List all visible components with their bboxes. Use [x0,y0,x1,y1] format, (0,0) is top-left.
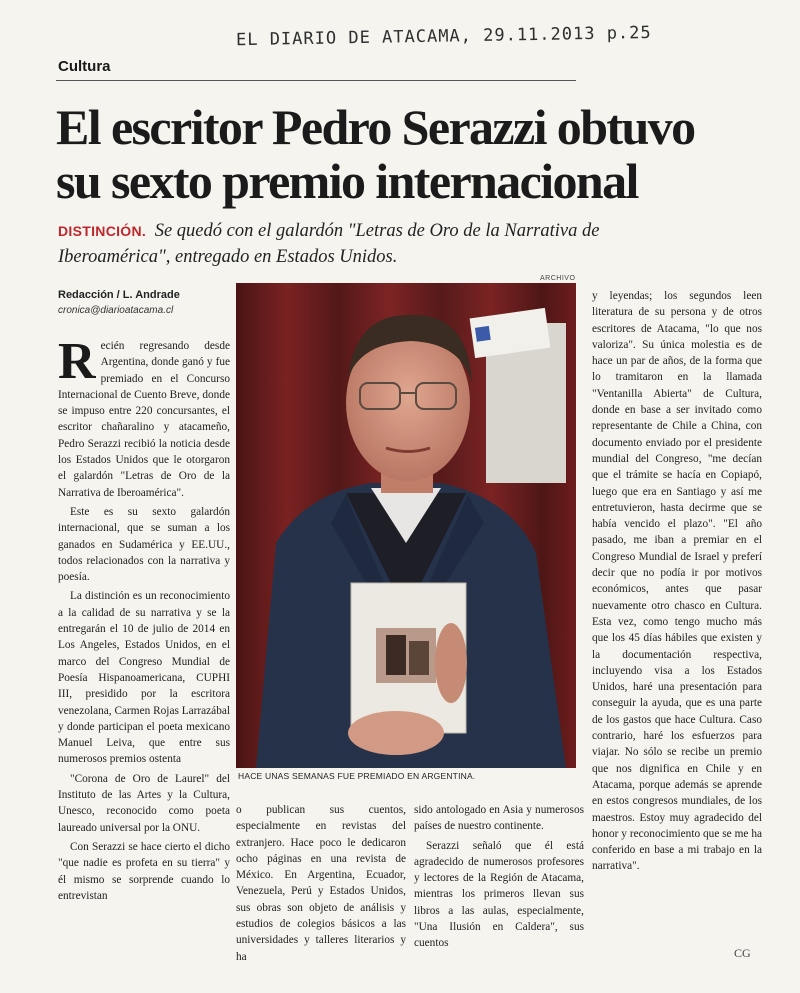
byline-email: cronica@diarioatacama.cl [58,305,174,316]
paragraph [58,338,230,501]
drop-cap: R [58,338,96,390]
author-photo [236,283,576,768]
article-column-1 [58,338,230,968]
paragraph-text: ecién regresando desde Argentina, donde ganó y fue premiado en el Concurso Internacional de Cuento Breve, donde se impuso entre 220 concursantes, el escritor chañaralino y atacameño, Pedro Serazzi recibió la noticia desde los Estados Unidos que le otorgaron el galardón "Letras de Oro de la Narrativa de Iberoamérica". [58,340,230,499]
paragraph: y leyendas; los segundos leen literatura de su persona y de otros escritores de Atacama, "lo que nos valoriza". Su única molestia es de hace un par de años, de la forma que lo tramitaron en la llamada "Ventanilla Abierta" de Cultura, donde en base a ser invitado como representante de Chile a China, con documento enviado por el presidente mundial del Congreso, "me decían que el trámite se hacía en Copiapó, luego que era en Santiago y así me entretuvieron, hasta decirme que se había vencido el plazo". "El año pasado, me iban a premiar en el Congreso Mundial de Israel y preferí decir que no podía ir por motivos económicos, antes que pasar nuevamente otro chasco en Cultura. Esta vez, como tengo mucho más que los 45 días hábiles que existen y la documentación respectiva, incluyendo visa a los Estados Unidos, haré una presentación para conseguir la ayuda, que es una parte de los gastos que hace Cultura. Caso contrario, haré los esfuerzos para viajar. No sólo se recibe un premio que nos dignifica en Chile y en Atacama, porque además se aprende en estos congresos mundiales, de los maestros. Estoy muy agradecido del honor y reconocimiento que se me ha conferido en base a mi trabajo en la narrativa". [592,290,762,873]
paragraph: "Corona de Oro de Laurel" del Instituto de las Artes y la Cultura, Unesco, reconocido como poeta laureado universal por la ONU. [58,772,230,834]
paragraph: o publican sus cuentos, especialmente en revistas del extranjero. Hace poco le dedicaron ocho páginas en una revista de México. En Argentina, Ecuador, Venezuela, Perú y Estados Unidos, sus obras son objeto de análisis y estudios de colegios básicos a las universidades y talleres literarios y ha [236,804,406,963]
paragraph: Serazzi señaló que él está agradecido de numerosos profesores y lectores de la Región de Atacama, mientras los primeros llevan sus libros a las aulas, especialmente, "Una Ilusión en Caldera", sus cuentos [414,839,584,950]
photo-caption: HACE UNAS SEMANAS FUE PREMIADO EN ARGENTINA. [238,771,476,781]
end-mark: CG [734,946,751,960]
deck-text: Se quedó con el galardón "Letras de Oro de la Narrativa de Iberoamérica", entregado en Estados Unidos. [58,221,600,267]
paragraph: Este es su sexto galardón internacional, que se suman a los ganados en Sudamérica y EE.UU., todos relacionados con la narrativa y poesía. [58,505,230,584]
paragraph: sido antologado en Asia y numerosos países de nuestro continente. [414,804,584,833]
headline-line-2: su sexto premio internacional [56,153,638,209]
deck-subtitle [58,218,698,270]
headline-line-1: El escritor Pedro Serazzi obtuvo [56,99,695,155]
article-column-4 [592,288,762,968]
paragraph: Con Serazzi se hace cierto el dicho "que nadie es profeta en su tierra" y él mismo se sorprende cuando lo entrevistan [58,840,230,902]
photo-credit: ARCHIVO [540,275,576,282]
section-label: Cultura [58,58,111,75]
headline [56,100,756,208]
deck-kicker: DISTINCIÓN. [58,223,147,239]
section-divider [56,80,576,81]
byline-author: Redacción / L. Andrade [58,289,180,301]
article-column-3 [414,802,584,974]
author-portrait-illustration [236,283,576,768]
article-column-2 [236,802,406,974]
handwritten-source-note: EL DIARIO DE ATACAMA, 29.11.2013 p.25 [235,22,652,51]
paragraph: La distinción es un reconocimiento a la calidad de su narrativa y se la entregarán el 10 de julio de 2014 en Los Angeles, Estados Unidos, en el marco del Congreso Mundial de Poesía Hispanoamericana, CUPHI III, presidido por la escritora venezolana, Carmen Rojas Larrazábal y donde participan el poeta mexicano Manuel Leiva, que entre sus numerosos premios ostenta [58,590,230,766]
